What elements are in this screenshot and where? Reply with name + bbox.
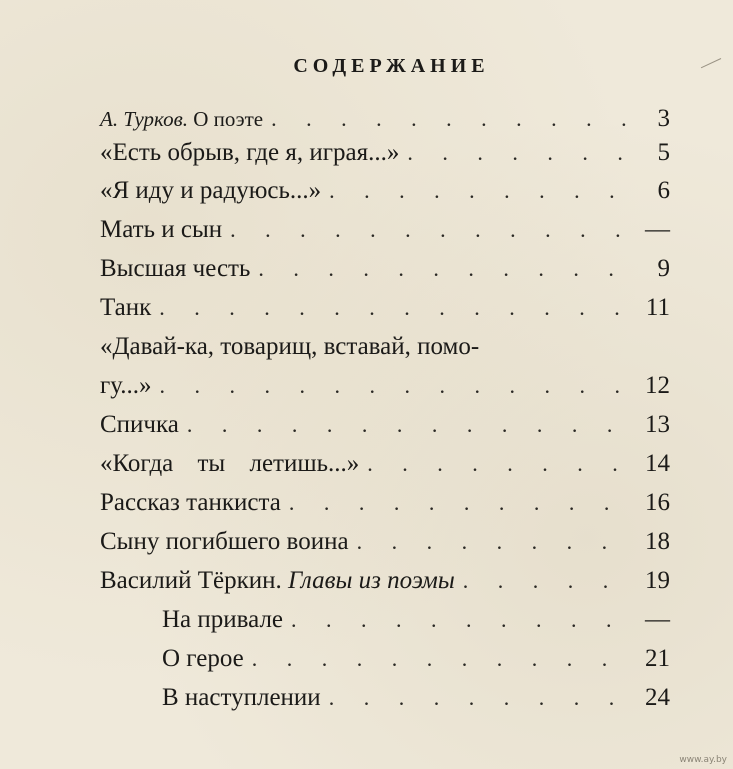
toc-entry-label: Мать и сын [100, 216, 223, 243]
toc-entry-label: «Есть обрыв, где я, играя...» [100, 139, 400, 166]
toc-subentry [162, 606, 670, 638]
toc-entry-label: Танк [100, 294, 152, 321]
leader-dots [463, 568, 632, 594]
leader-dots [271, 106, 632, 132]
toc-entry-page: — [645, 606, 670, 633]
toc-entry-page: 14 [645, 450, 670, 477]
page-title: СОДЕРЖАНИЕ [293, 55, 490, 77]
leader-dots [289, 490, 632, 516]
toc-entry [100, 139, 670, 171]
toc-entry-page: 3 [657, 105, 670, 132]
toc-entry-label: Рассказ танкиста [100, 489, 281, 516]
toc-entry [100, 177, 670, 209]
toc-entry-label: гу...» [100, 372, 152, 399]
leader-dots [252, 646, 632, 672]
toc-entry-label: А. Турков. О поэте [100, 107, 264, 131]
leader-dots [159, 295, 632, 321]
toc-entry-label: О герое [162, 645, 244, 672]
toc-entry-label: Василий Тёркин. Главы из поэмы [100, 567, 455, 594]
toc-subentry [162, 684, 670, 716]
toc-entry-page: 11 [645, 294, 670, 321]
toc-entry-label: «Давай-ка, товарищ, вставай, помо- [100, 333, 480, 360]
toc-entry-page: 16 [645, 489, 670, 516]
toc-entry [100, 528, 670, 560]
toc-entry [100, 255, 670, 287]
toc-entry [100, 333, 670, 365]
toc-entry-label: «Когда ты летишь...» [100, 450, 360, 477]
toc-entry-label: Спичка [100, 411, 179, 438]
leader-dots [367, 451, 632, 477]
toc-subentry [162, 645, 670, 677]
toc-entry [100, 216, 670, 248]
toc-entry [100, 450, 670, 482]
leader-dots [160, 373, 632, 399]
toc-entry [100, 489, 670, 521]
toc-entry-page: 24 [645, 684, 670, 711]
toc-entry-page: 19 [645, 567, 670, 594]
toc-entry [100, 411, 670, 443]
toc-entry-page: 21 [645, 645, 670, 672]
toc-entry-page: 13 [645, 411, 670, 438]
toc-entry-page: 6 [657, 177, 670, 204]
leader-dots [187, 412, 632, 438]
leader-dots [291, 607, 632, 633]
leader-dots [329, 685, 632, 711]
toc-entry [100, 294, 670, 326]
toc-entry [100, 372, 670, 404]
watermark: www.ay.by [679, 755, 727, 765]
toc-entry-label: «Я иду и радуюсь...» [100, 177, 322, 204]
toc-entry-label: Сыну погибшего воина [100, 528, 349, 555]
toc-entry-label: В наступлении [162, 684, 321, 711]
toc-entry-page: 9 [657, 255, 670, 282]
leader-dots [407, 140, 632, 166]
leader-dots [230, 217, 632, 243]
toc-entry-label: На привале [162, 606, 284, 633]
toc-entry-page: 12 [645, 372, 670, 399]
toc-entry-label: Высшая честь [100, 255, 251, 282]
toc-entry-page: — [645, 216, 670, 243]
toc-entry [100, 567, 670, 599]
leader-dots [329, 178, 632, 204]
toc-entry [100, 105, 670, 137]
leader-dots [357, 529, 632, 555]
leader-dots [258, 256, 632, 282]
toc-entry-page: 5 [657, 139, 670, 166]
toc-entry-page: 18 [645, 528, 670, 555]
